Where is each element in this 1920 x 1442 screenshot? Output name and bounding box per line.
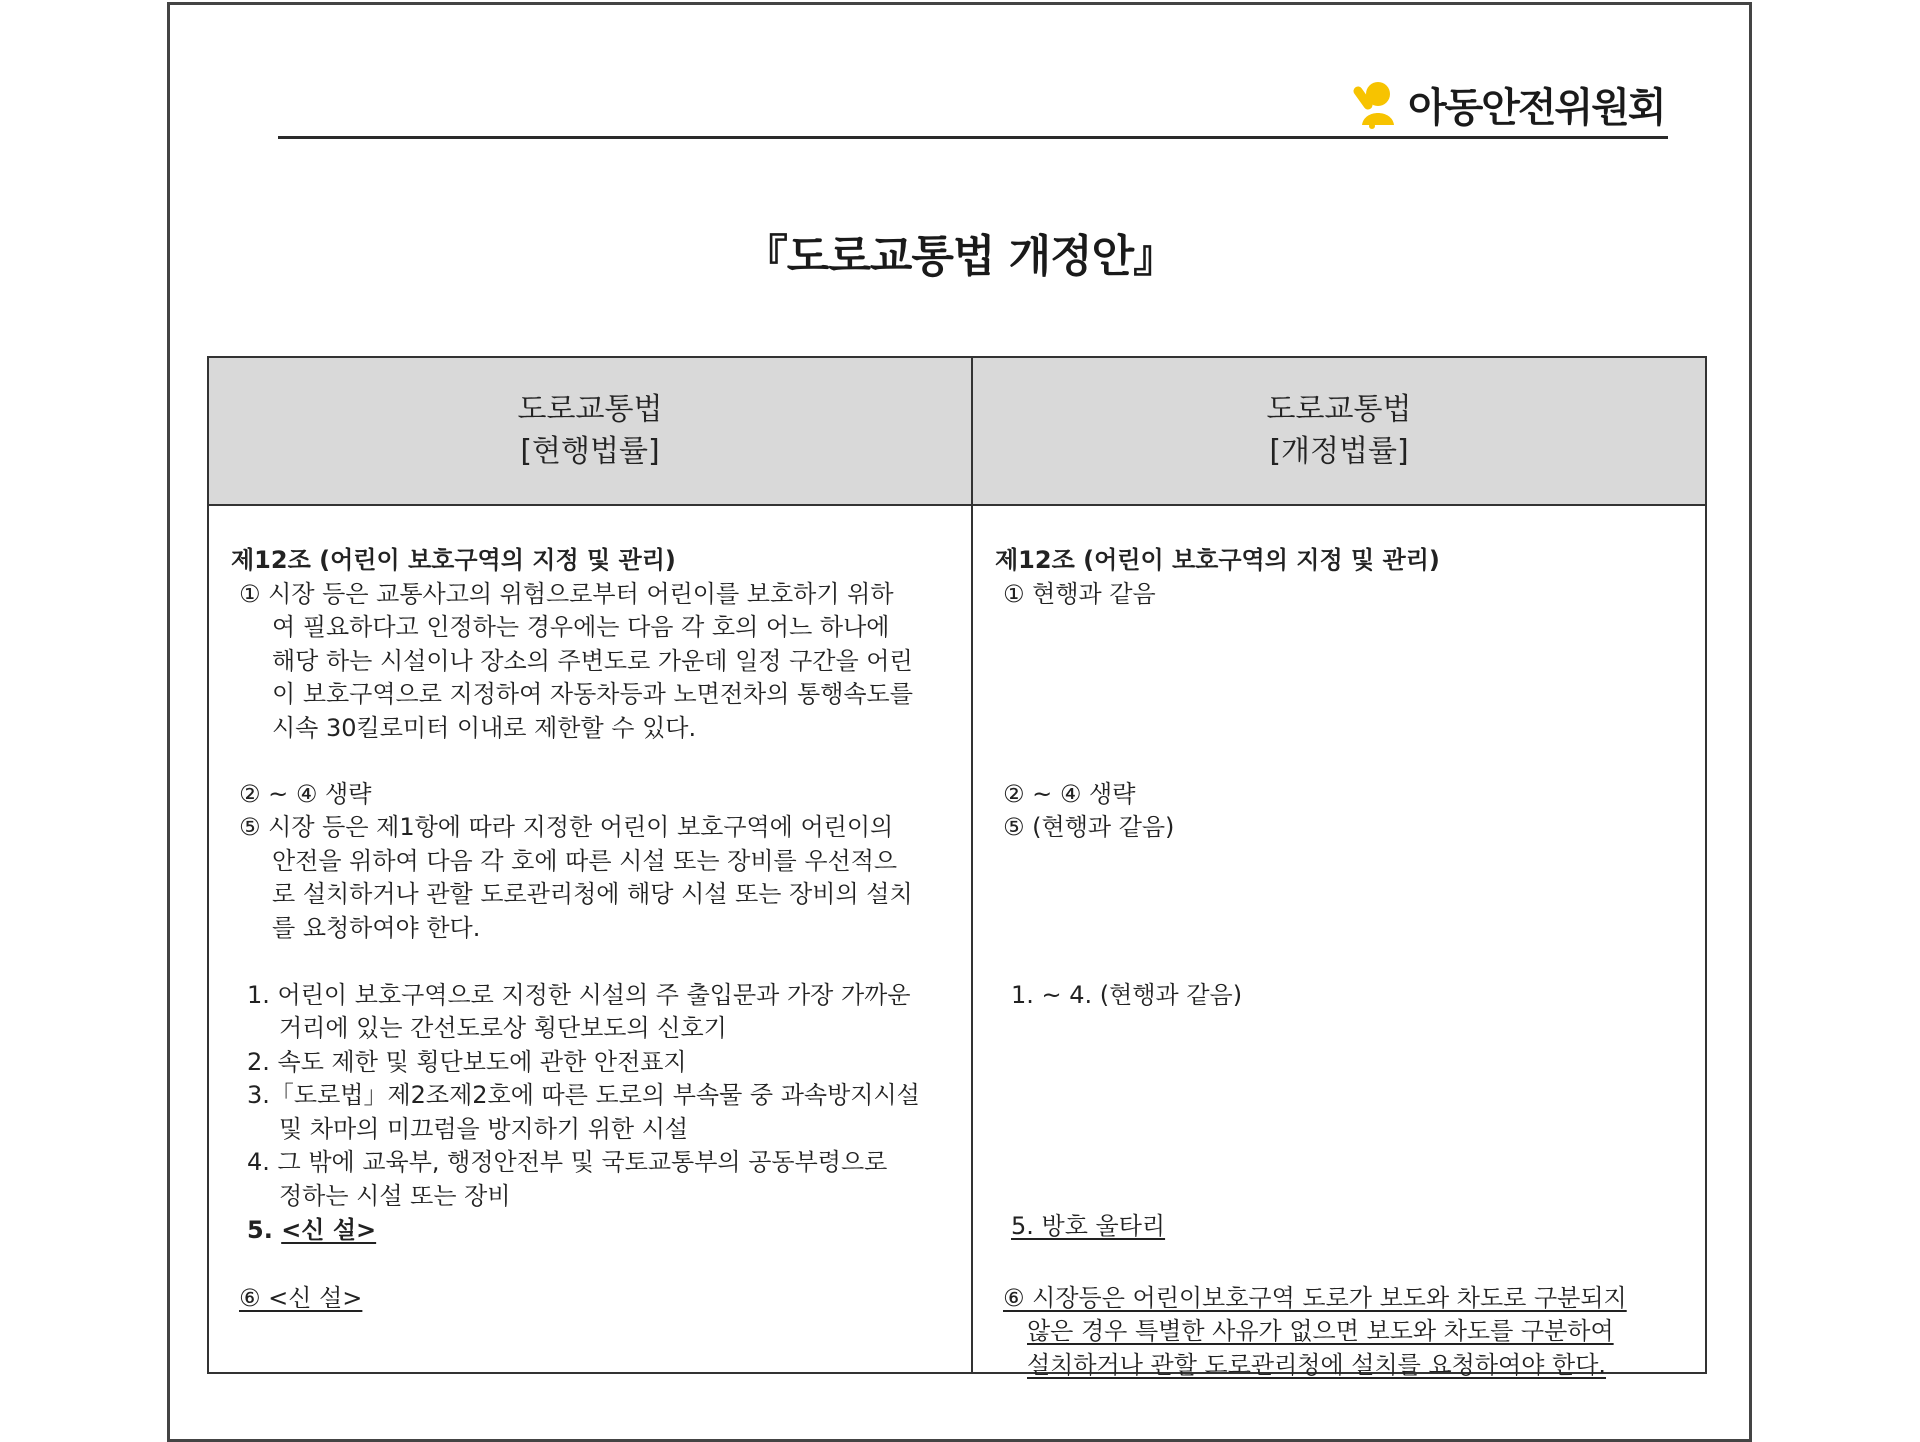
paragraph-1-line: 여 필요하다고 인정하는 경우에는 다음 각 호의 어느 하나에 — [272, 613, 890, 641]
paragraph-1-line: 시속 30킬로미터 이내로 제한할 수 있다. — [272, 714, 697, 742]
current-header-title: 도로교통법 — [517, 392, 663, 427]
amended-header-subtitle: [개정법률] — [1269, 434, 1409, 469]
logo-text: 아동안전위원회 — [1408, 84, 1665, 131]
paragraph-2-4: ② ~ ④ 생략 — [1003, 780, 1136, 808]
paragraph-1-line: 해당 하는 시설이나 장소의 주변도로 가운데 일정 구간을 어린 — [272, 647, 913, 675]
list-item: 3.「도로법」제2조제2호에 따른 도로의 부속물 중 과속방지시설 — [247, 1081, 920, 1109]
paragraph-1-line: ① 시장 등은 교통사고의 위험으로부터 어린이를 보호하기 위하 — [239, 580, 894, 608]
paragraph-6-line: ⑥ 시장등은 어린이보호구역 도로가 보도와 차도로 구분되지 — [1003, 1284, 1627, 1312]
child-figure-icon — [1352, 79, 1404, 129]
paragraph-5: ⑤ (현행과 같음) — [1003, 813, 1175, 841]
paragraph-2-4: ② ~ ④ 생략 — [239, 780, 372, 808]
paragraph-6-line: 설치하거나 관할 도로관리청에 설치를 요청하여야 한다. — [1027, 1351, 1607, 1379]
table-body-row — [208, 505, 1706, 1373]
list-item: 거리에 있는 간선도로상 횡단보도의 신호기 — [279, 1014, 727, 1042]
item-5-guardrail: 5. 방호 울타리 — [1011, 1212, 1166, 1240]
paragraph-6-line: 않은 경우 특별한 사유가 없으면 보도와 차도를 구분하여 — [1027, 1317, 1614, 1345]
document-title: 『도로교통법 개정안』 — [743, 231, 1177, 282]
list-item: 1. 어린이 보호구역으로 지정한 시설의 주 출입문과 가장 가까운 — [247, 981, 911, 1009]
amended-law-header — [972, 357, 1706, 505]
current-law-header — [208, 357, 972, 505]
list-item: 2. 속도 제한 및 횡단보도에 관한 안전표지 — [247, 1048, 687, 1076]
amended-law-cell — [972, 505, 1706, 1379]
table-header-row — [208, 357, 1706, 505]
comparison-table — [207, 356, 1707, 1379]
item-5-new — [247, 1214, 376, 1248]
list-item: 및 차마의 미끄럼을 방지하기 위한 시설 — [279, 1115, 689, 1143]
paragraph-5-line: 를 요청하여야 한다. — [272, 914, 481, 942]
list-item: 정하는 시설 또는 장비 — [279, 1182, 511, 1210]
paragraph-5-line: ⑤ 시장 등은 제1항에 따라 지정한 어린이 보호구역에 어린이의 — [239, 813, 894, 841]
amended-header-title: 도로교통법 — [1266, 392, 1412, 427]
article-title: 제12조 (어린이 보호구역의 지정 및 관리) — [995, 546, 1440, 574]
header-divider — [278, 136, 1668, 139]
list-item: 4. 그 밖에 교육부, 행정안전부 및 국토교통부의 공동부령으로 — [247, 1148, 888, 1176]
item-5-number: 5. — [247, 1216, 273, 1244]
paragraph-6-new: ⑥ <신 설> — [239, 1284, 363, 1312]
paragraph-1: ① 현행과 같음 — [1003, 580, 1156, 608]
logo — [1352, 78, 1664, 130]
items-1-4: 1. ~ 4. (현행과 같음) — [1011, 981, 1243, 1009]
article-title: 제12조 (어린이 보호구역의 지정 및 관리) — [231, 546, 676, 574]
item-5-new-label: <신 설> — [281, 1216, 377, 1244]
current-header-subtitle: [현행법률] — [520, 434, 660, 469]
paragraph-1-line: 이 보호구역으로 지정하여 자동차등과 노면전차의 통행속도를 — [272, 680, 913, 708]
current-law-cell — [208, 505, 972, 1373]
paragraph-5-line: 로 설치하거나 관할 도로관리청에 해당 시설 또는 장비의 설치 — [272, 880, 913, 908]
paragraph-5-line: 안전을 위하여 다음 각 호에 따른 시설 또는 장비를 우선적으 — [272, 847, 898, 875]
